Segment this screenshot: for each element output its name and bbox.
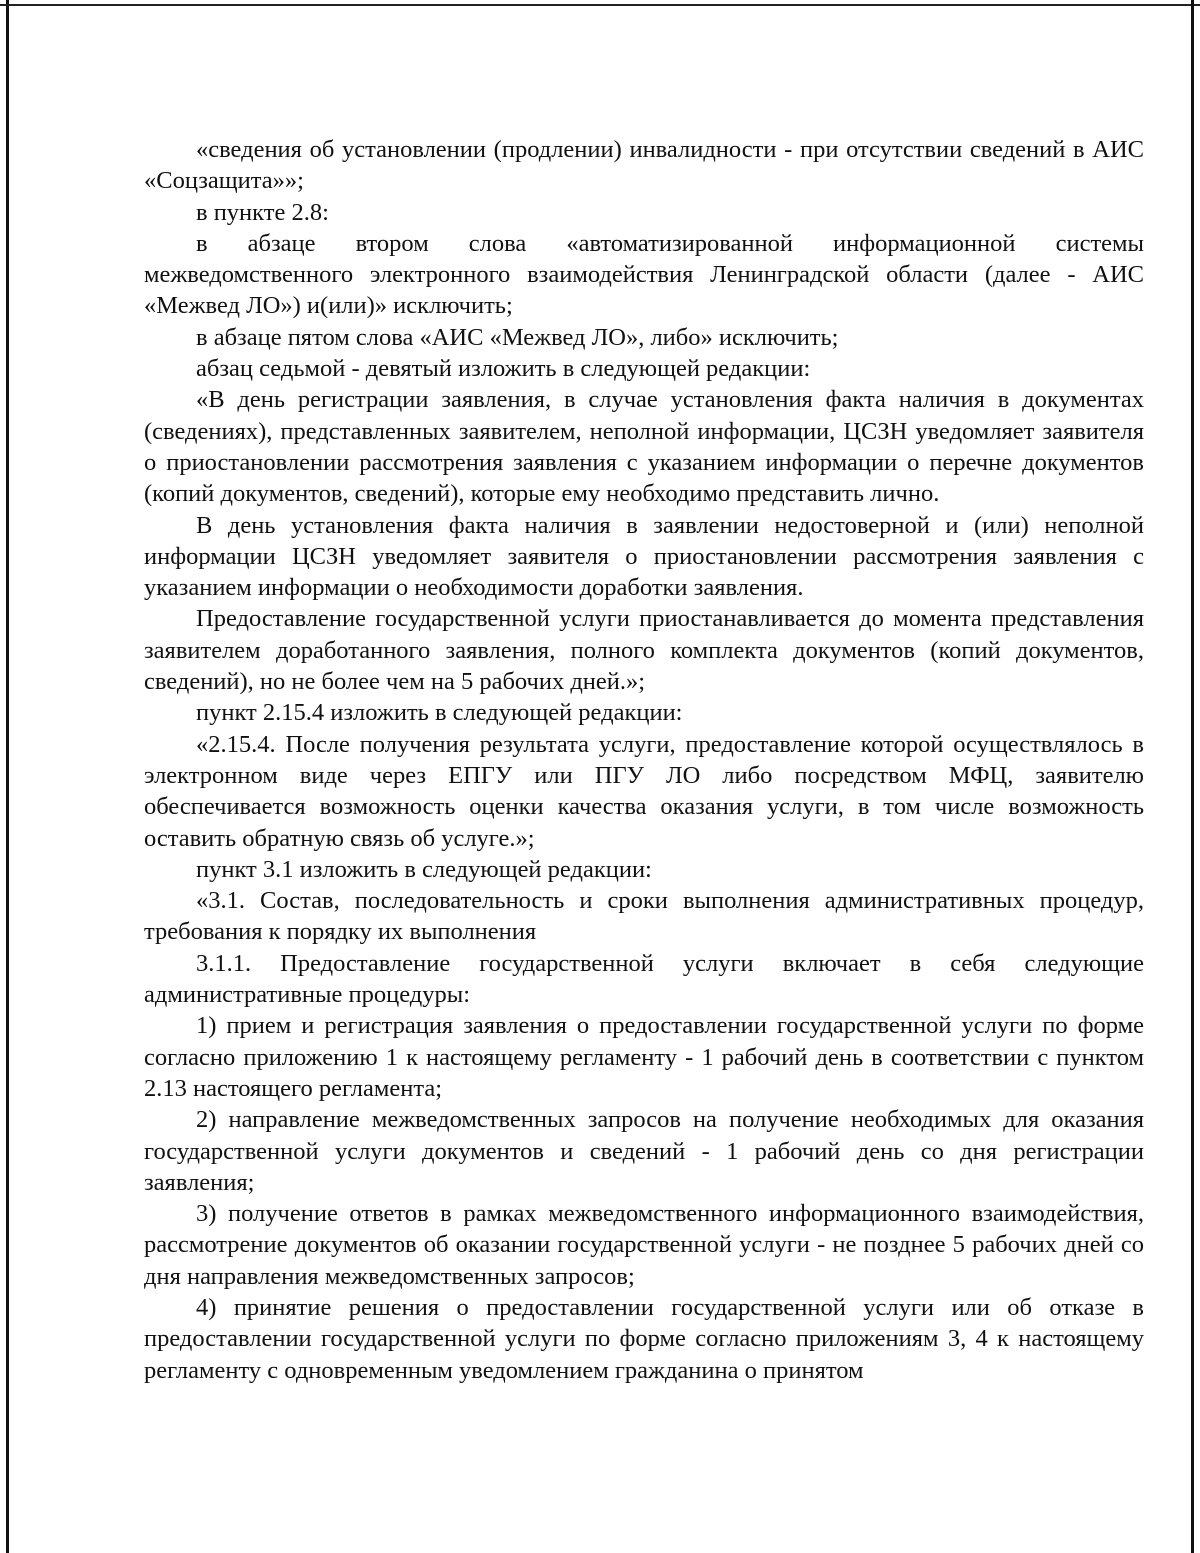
scan-edge-left <box>6 0 9 1553</box>
paragraph: в абзаце втором слова «автоматизированной информационной системы межведомственного электронного взаимодействия Ленинградской области (далее - АИС «Межвед ЛО») и(или)» исключить; <box>144 229 1144 320</box>
paragraph: «3.1. Состав, последовательность и сроки выполнения административных процедур, требования к порядку их выполнения <box>144 887 1144 946</box>
paragraph: 3.1.1. Предоставление государственной услуги включает в себя следующие административные процедуры: <box>144 949 1144 1009</box>
paragraph: «В день регистрации заявления, в случае установления факта наличия в документах (сведениях), представленных заявителем, неполной информации, ЦСЗН уведомляет заявителя о приостановлении рассмотрения заявления с указанием информации о перечне документов (копий документов, сведений), которые ему необходимо представить лично. <box>144 386 1144 508</box>
scan-edge-top <box>0 4 1200 6</box>
paragraph: в абзаце пятом слова «АИС «Межвед ЛО», либо» исключить; <box>196 323 839 351</box>
paragraph: пункт 3.1 изложить в следующей редакции: <box>196 855 652 883</box>
paragraph: 3) получение ответов в рамках межведомственного информационного взаимодействия, рассмотрение документов об оказании государственной услуги - не позднее 5 рабочих дней со дня направления межведомственных запросов; <box>144 1200 1144 1290</box>
paragraph: «сведения об установлении (продлении) инвалидности - при отсутствии сведений в АИС «Соцзащита»»; <box>144 136 1144 195</box>
scan-edge-right <box>1191 0 1194 1553</box>
paragraph: Предоставление государственной услуги приостанавливается до момента представления заявителем доработанного заявления, полного комплекта документов (копий документов, сведений), но не более чем на 5 рабочих дней.»; <box>144 605 1144 696</box>
paragraph: В день установления факта наличия в заявлении недостоверной и (или) неполной информации ЦСЗН уведомляет заявителя о приостановлении рассмотрения заявления с указанием информации о необходимости доработки заявления. <box>144 511 1144 602</box>
paragraph: в пункте 2.8: <box>196 198 329 226</box>
paragraph: 1) прием и регистрация заявления о предоставлении государственной услуги по форме согласно приложению 1 к настоящему регламенту - 1 рабочий день в соответствии с пунктом 2.13 настоящего регламента; <box>144 1012 1144 1102</box>
paragraph: пункт 2.15.4 изложить в следующей редакции: <box>196 699 683 727</box>
paragraph: 4) принятие решения о предоставлении государственной услуги или об отказе в предоставлении государственной услуги по форме согласно приложениям 3, 4 к настоящему регламенту с одновременным уведомлением гражданина о принятом <box>144 1293 1144 1384</box>
paragraph: «2.15.4. После получения результата услуги, предоставление которой осуществлялось в электронном виде через ЕПГУ или ПГУ ЛО либо посредством МФЦ, заявителю обеспечивается возможность оценки качества оказания услуги, в том числе возможность оставить обратную связь об услуге.»; <box>144 730 1144 852</box>
paragraph: абзац седьмой - девятый изложить в следующей редакции: <box>196 355 811 383</box>
paragraph: 2) направление межведомственных запросов на получение необходимых для оказания государственной услуги документов и сведений - 1 рабочий день со дня регистрации заявления; <box>144 1106 1144 1196</box>
document-body <box>144 134 1144 1386</box>
